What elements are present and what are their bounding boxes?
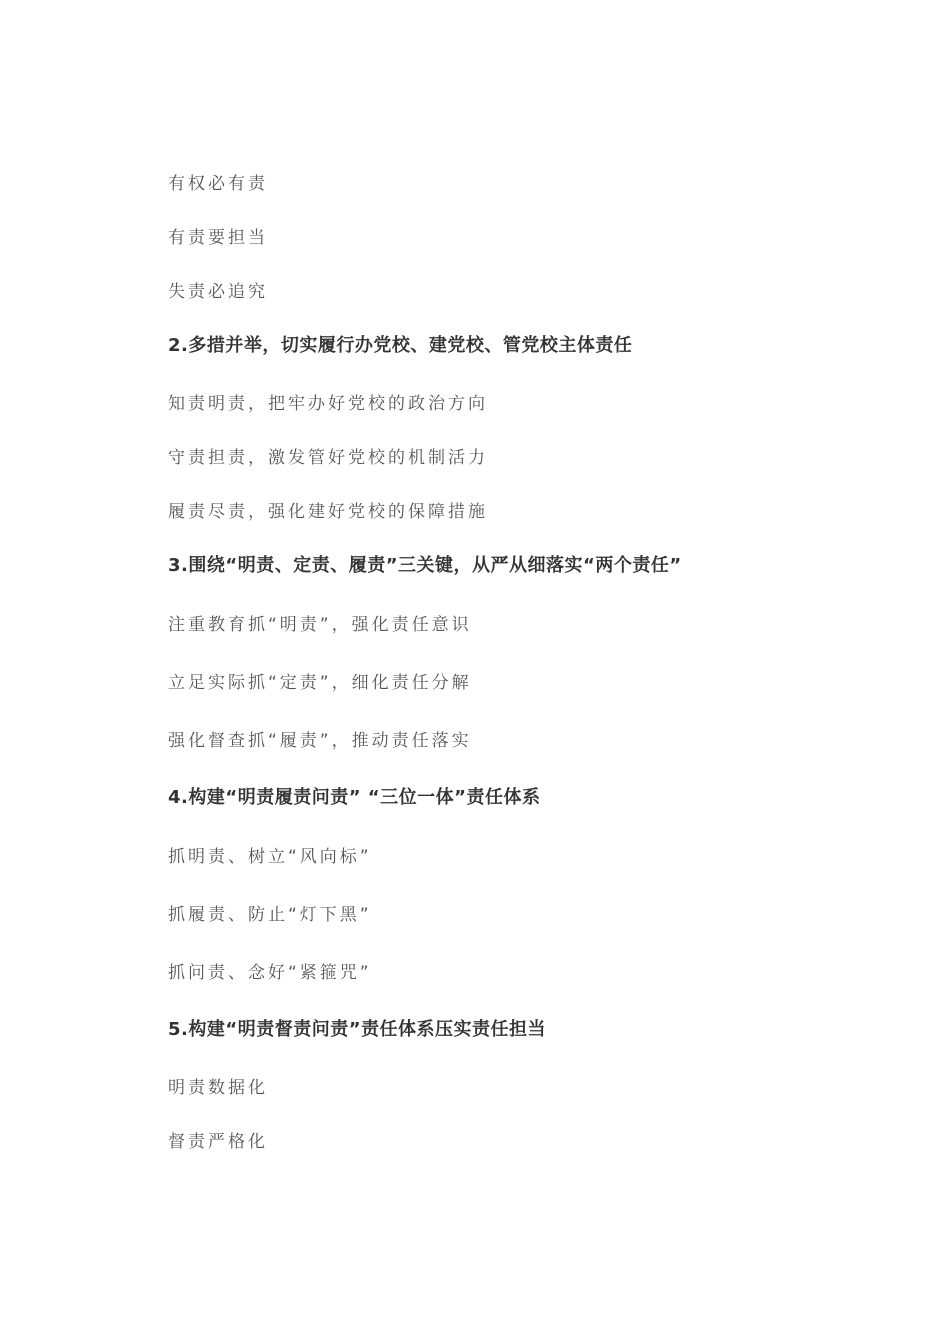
list-item: 履责尽责，强化建好党校的保障措施 (168, 502, 488, 522)
section-heading: 4.构建“明责履责问责” “三位一体”责任体系 (168, 787, 541, 808)
list-item: 抓问责、念好“紧箍咒” (168, 963, 372, 983)
section-heading: 3.围绕“明责、定责、履责”三关键，从严从细落实“两个责任” (168, 555, 682, 576)
list-item: 督责严格化 (168, 1132, 268, 1152)
list-item: 强化督查抓“履责”，推动责任落实 (168, 731, 472, 751)
list-item: 守责担责，激发管好党校的机制活力 (168, 448, 488, 468)
list-item: 失责必追究 (168, 282, 268, 302)
list-item: 知责明责，把牢办好党校的政治方向 (168, 394, 488, 414)
list-item: 注重教育抓“明责”，强化责任意识 (168, 615, 472, 635)
list-item: 明责数据化 (168, 1078, 268, 1098)
section-heading: 5.构建“明责督责问责”责任体系压实责任担当 (168, 1019, 547, 1040)
list-item: 抓履责、防止“灯下黑” (168, 905, 372, 925)
section-heading: 2.多措并举，切实履行办党校、建党校、管党校主体责任 (168, 335, 633, 356)
list-item: 有权必有责 (168, 174, 268, 194)
list-item: 立足实际抓“定责”，细化责任分解 (168, 673, 472, 693)
list-item: 有责要担当 (168, 228, 268, 248)
list-item: 抓明责、树立“风向标” (168, 847, 372, 867)
